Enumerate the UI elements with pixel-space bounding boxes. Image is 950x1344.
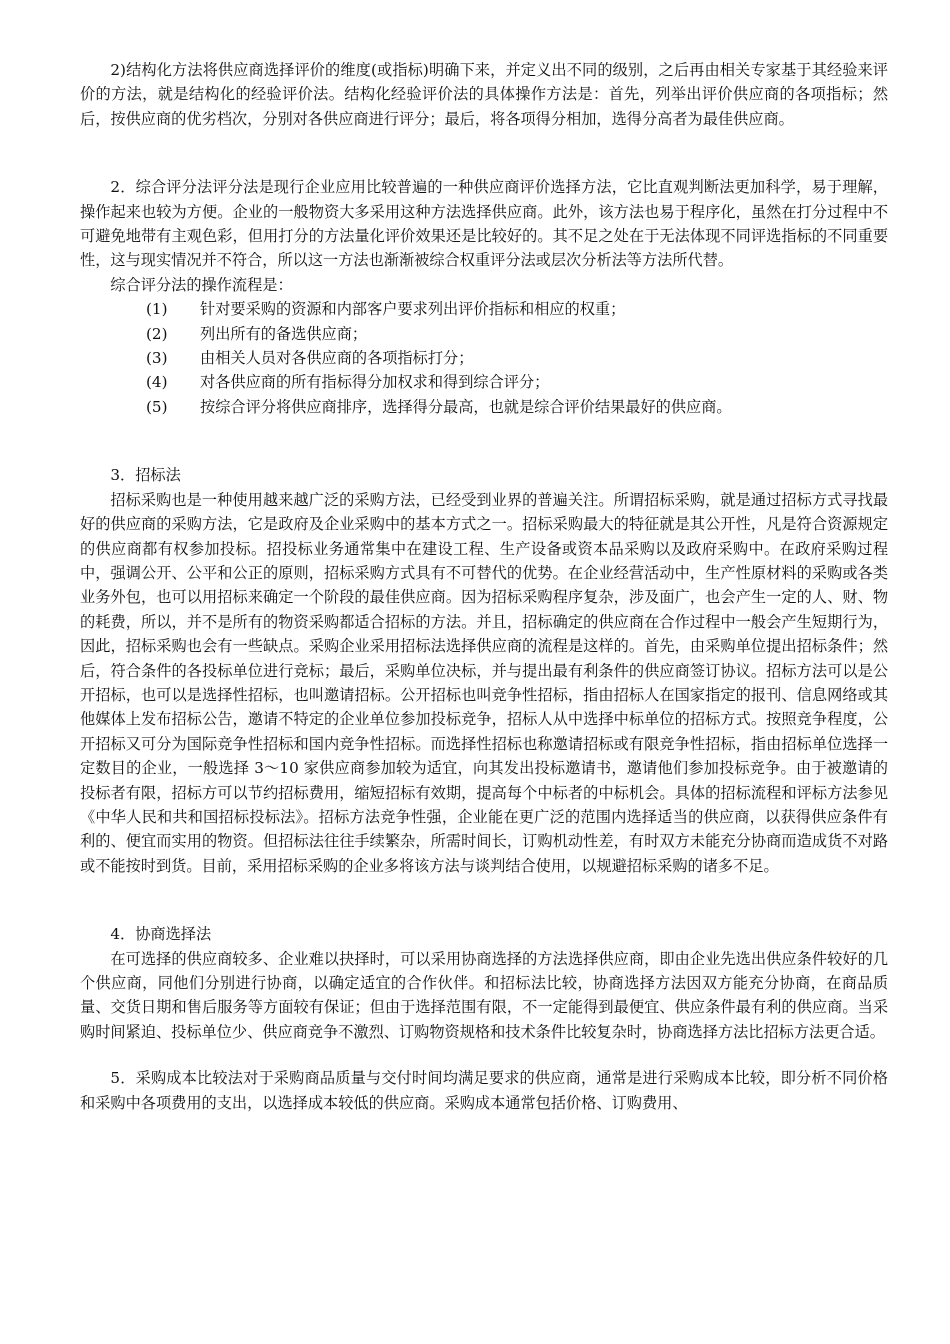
step-number: (2) (146, 324, 168, 343)
spacer (80, 419, 888, 463)
step-number: (1) (146, 300, 168, 319)
list-item (80, 346, 888, 370)
bidding-heading: 3．招标法 (110, 466, 181, 485)
step-text: 对各供应商的所有指标得分加权求和得到综合评分； (200, 373, 550, 392)
list-item (80, 395, 888, 419)
step-text: 按综合评分将供应商排序，选择得分最高，也就是综合评价结果最好的供应商。 (200, 397, 732, 416)
flow-intro: 综合评分法的操作流程是： (110, 275, 293, 294)
list-item (80, 322, 888, 346)
flow-steps-list (80, 297, 888, 419)
list-item (80, 370, 888, 394)
document-page (80, 58, 888, 1115)
step-text: 由相关人员对各供应商的各项指标打分； (200, 349, 474, 368)
spacer (80, 1044, 888, 1066)
bidding-paragraph: 招标采购也是一种使用越来越广泛的采购方法，已经受到业界的普遍关注。所谓招标采购，就是通过招标方式寻找最好的供应商的采购方法，它是政府及企业采购中的基本方式之一。招标采购最大的特征就是其公开性，凡是符合资源规定的供应商都有权参加投标。招投标业务通常集中在建设工程、生产设备或资本品采购以及政府采购中。在政府采购过程中，强调公开、公平和公正的原则，招标采购方式具有不可替代的优势。在企业经营活动中，生产性原材料的采购或各类业务外包，也可以用招标来确定一个阶段的最佳供应商。因为招标采购程序复杂，涉及面广，也会产生一定的人、财、物的耗费，所以，并不是所有的物资采购都适合招标的方法。并且，招标确定的供应商在合作过程中一般会产生短期行为，因此，招标采购也会有一些缺点。采购企业采用招标法选择供应商的流程是这样的。首先，由采购单位提出招标条件；然后，符合条件的各投标单位进行竞标；最后，采购单位决标，并与提出最有利条件的供应商签订协议。招标方法可以是公开招标，也可以是选择性招标，也叫邀请招标。公开招标也叫竞争性招标，指由招标人在国家指定的报刊、信息网络或其他媒体上发布招标公告，邀请不特定的企业单位参加投标竞争，招标人从中选择中标单位的招标方式。按照竞争程度，公开招标又可分为国际竞争性招标和国内竞争性招标。而选择性招标也称邀请招标或有限竞争性招标，指由招标单位选择一定数目的企业，一般选择 3～10 家供应商参加较为适宜，向其发出投标邀请书，邀请他们参加投标竞争。由于被邀请的投标者有限，招标方可以节约招标费用，缩短招标有效期，提高每个中标者的中标机会。具体的招标流程和评标方法参见《中华人民和共和国招标投标法》。招标方法竞争性强，企业能在更广泛的范围内选择适当的供应商，以获得供应条件有利的、便宜而实用的物资。但招标法往往手续繁杂，所需时间长，订购机动性差，有时双方未能充分协商而造成货不对路或不能按时到货。目前，采用招标采购的企业多将该方法与谈判结合使用，以规避招标采购的诸多不足。 (80, 490, 888, 875)
step-text: 针对要采购的资源和内部客户要求列出评价指标和相应的权重； (200, 300, 626, 319)
spacer (80, 131, 888, 175)
spacer (80, 878, 888, 922)
structured-method-paragraph: 2)结构化方法将供应商选择评价的维度(或指标)明确下来，并定义出不同的级别，之后再由相关专家基于其经验来评价的方法，就是结构化的经验评价法。结构化经验评价法的具体操作方法是：首先，列举出评价供应商的各项指标；然后，按供应商的优劣档次，分别对各供应商进行评分；最后，将各项得分相加，选得分高者为最佳供应商。 (80, 61, 888, 128)
comprehensive-scoring-paragraph: 2．综合评分法评分法是现行企业应用比较普遍的一种供应商评价选择方法，它比直观判断法更加科学，易于理解，操作起来也较为方便。企业的一般物资大多采用这种方法选择供应商。此外，该方法也易于程序化，虽然在打分过程中不可避免地带有主观色彩，但用打分的方法量化评价效果还是比较好的。其不足之处在于无法体现不同评选指标的不同重要性，这与现实情况并不符合，所以这一方法也渐渐被综合权重评分法或层次分析法等方法所代替。 (80, 178, 888, 270)
cost-comparison-paragraph: 5．采购成本比较法对于采购商品质量与交付时间均满足要求的供应商，通常是进行采购成本比较，即分析不同价格和采购中各项费用的支出，以选择成本较低的供应商。采购成本通常包括价格、订购费用、 (80, 1069, 888, 1112)
step-number: (5) (146, 397, 168, 416)
negotiation-heading: 4．协商选择法 (110, 925, 212, 944)
list-item (80, 297, 888, 321)
negotiation-paragraph: 在可选择的供应商较多、企业难以抉择时，可以采用协商选择的方法选择供应商，即由企业先选出供应条件较好的几个供应商，同他们分别进行协商，以确定适宜的合作伙伴。和招标法比较，协商选择方法因双方能充分协商，在商品质量、交货日期和售后服务等方面较有保证；但由于选择范围有限，不一定能得到最便宜、供应条件最有利的供应商。当采购时间紧迫、投标单位少、供应商竞争不激烈、订购物资规格和技术条件比较复杂时，协商选择方法比招标方法更合适。 (80, 949, 888, 1041)
step-number: (3) (146, 349, 168, 368)
step-text: 列出所有的备选供应商； (200, 324, 368, 343)
step-number: (4) (146, 373, 168, 392)
